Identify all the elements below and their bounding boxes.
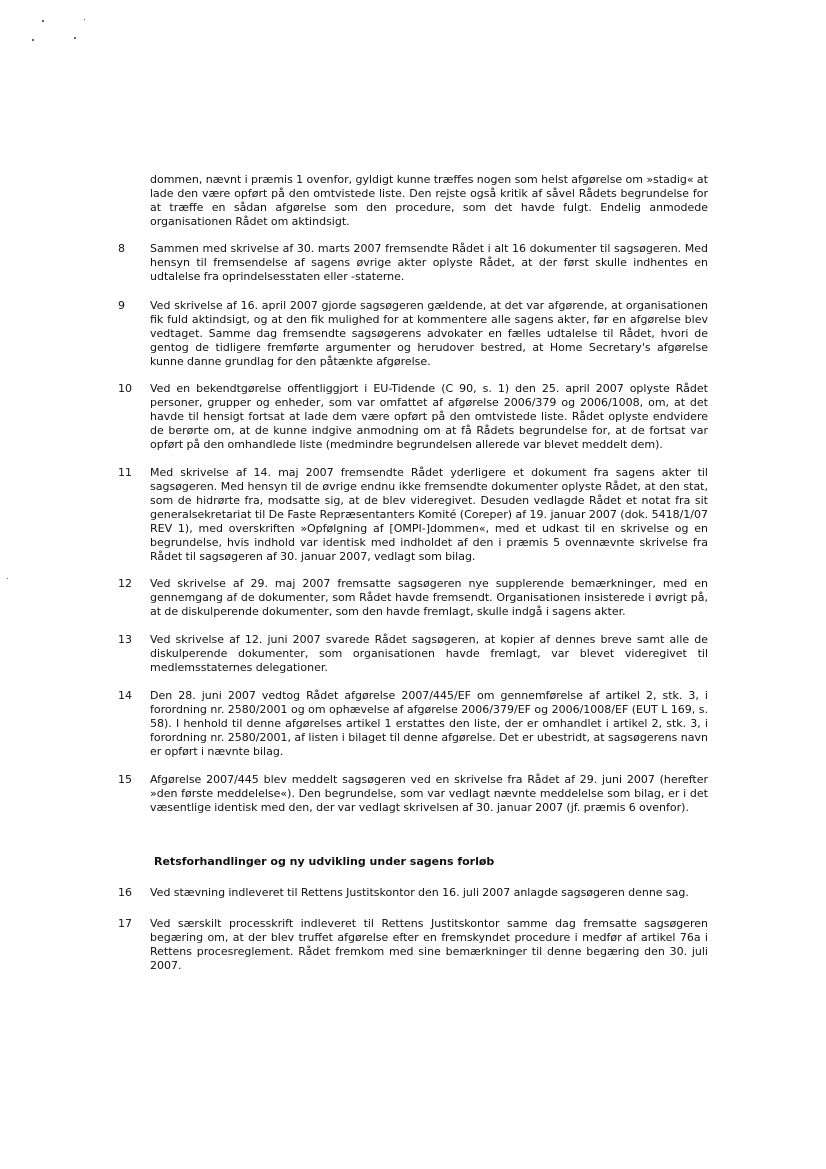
paragraph-14	[118, 689, 708, 759]
scan-speck	[84, 19, 85, 20]
scan-speck	[74, 37, 76, 39]
paragraph-11	[118, 466, 708, 564]
paragraph-number: 13	[118, 633, 132, 646]
paragraph-16	[118, 886, 708, 900]
paragraph-number: 14	[118, 689, 132, 702]
scan-speck	[32, 39, 34, 41]
section-heading: Retsforhandlinger og ny udvikling under sagens forløb	[154, 855, 495, 868]
paragraph-17	[118, 917, 708, 973]
paragraph-text: Afgørelse 2007/445 blev meddelt sagsøgeren ved en skrivelse fra Rådet af 29. juni 2007 (herefter »den første meddelelse«). Den begrundelse, som var vedlagt nævnte meddelelse som bilag, er i det væsentlige identisk med den, der var vedlagt skrivelsen af 30. januar 2007 (jf. præmis 6 ovenfor).	[150, 773, 708, 814]
paragraph-text: Ved skrivelse af 12. juni 2007 svarede Rådet sagsøgeren, at kopier af dennes breve samt alle de diskulperende dokumenter, som organisationen havde fremlagt, var blevet videregivet til medlemsstaternes delegationer.	[150, 633, 708, 674]
scan-speck	[42, 20, 44, 22]
paragraph-text: Ved stævning indleveret til Rettens Justitskontor den 16. juli 2007 anlagde sagsøgeren denne sag.	[150, 886, 689, 899]
paragraph-text: Sammen med skrivelse af 30. marts 2007 fremsendte Rådet i alt 16 dokumenter til sagsøgeren. Med hensyn til fremsendelse af sagens øvrige akter oplyste Rådet, at der først skulle indhentes en udtalelse fra oprindelsesstaten eller -staterne.	[150, 242, 708, 283]
paragraph-12	[118, 577, 708, 619]
paragraph-13	[118, 633, 708, 675]
paragraph-continuation	[118, 173, 708, 229]
paragraph-text: Med skrivelse af 14. maj 2007 fremsendte Rådet yderligere et dokument fra sagens akter til sagsøgeren. Med hensyn til de øvrige endnu ikke fremsendte dokumenter oplyste Rådet, at den stat, som de hidrørte fra, modsatte sig, at de blev videregivet. Desuden vedlagde Rådet et notat fra sit generalsekretariat til De Faste Repræsentanters Komité (Coreper) af 19. januar 2007 (dok. 5418/1/07 REV 1), med overskriften »Opfølgning af [OMPI-]dommen«, med et udkast til en skrivelse og en begrundelse, hvis indhold var identisk med indholdet af den i præmis 5 ovennævnte skrivelse fra Rådet til sagsøgeren af 30. januar 2007, vedlagt som bilag.	[150, 466, 708, 563]
paragraph-text: Ved særskilt processkrift indleveret til Rettens Justitskontor samme dag fremsatte sagsøgeren begæring om, at der blev truffet afgørelse efter en fremskyndet procedure i medfør af artikel 76a i Rettens procesreglement. Rådet fremkom med sine bemærkninger til denne begæring den 30. juli 2007.	[150, 917, 708, 972]
paragraph-8	[118, 242, 708, 284]
paragraph-text: dommen, nævnt i præmis 1 ovenfor, gyldigt kunne træffes nogen som helst afgørelse om »stadig« at lade den være opført på den omtvistede liste. Den rejste også kritik af såvel Rådets begrundelse for at træffe en sådan afgørelse som den procedure, som det havde fulgt. Endelig anmodede organisationen Rådet om aktindsigt.	[150, 173, 708, 228]
paragraph-text: Ved skrivelse af 29. maj 2007 fremsatte sagsøgeren nye supplerende bemærkninger, med en gennemgang af de dokumenter, som Rådet havde fremsendt. Organisationen insisterede i øvrigt på, at de diskulperende dokumenter, som den havde fremlagt, skulle indgå i sagens akter.	[150, 577, 708, 618]
paragraph-number: 17	[118, 917, 132, 930]
paragraph-text: Den 28. juni 2007 vedtog Rådet afgørelse 2007/445/EF om gennemførelse af artikel 2, stk. 3, i forordning nr. 2580/2001 og om ophævelse af afgørelse 2006/379/EF og 2006/1008/EF (EUT L 169, s. 58). I henhold til denne afgørelses artikel 1 erstattes den liste, der er omhandlet i artikel 2, stk. 3, i forordning nr. 2580/2001, af listen i bilaget til denne afgørelse. Det er ubestridt, at sagsøgerens navn er opført i nævnte bilag.	[150, 689, 708, 758]
paragraph-number: 15	[118, 773, 132, 786]
paragraph-10	[118, 382, 708, 452]
paragraph-number: 11	[118, 466, 132, 479]
paragraph-15	[118, 773, 708, 815]
paragraph-number: 9	[118, 299, 125, 312]
paragraph-number: 8	[118, 242, 125, 255]
paragraph-9	[118, 299, 708, 369]
paragraph-text: Ved en bekendtgørelse offentliggjort i EU-Tidende (C 90, s. 1) den 25. april 2007 oplyste Rådet personer, grupper og enheder, som var omfattet af afgørelse 2006/379 og 2006/1008, om, at det havde til hensigt fortsat at lade dem være opført på den omtvistede liste. Rådet oplyste endvidere de berørte om, at de kunne indgive anmodning om at få Rådets begrundelse for, at de fortsat var opført på den omhandlede liste (medmindre begrundelsen allerede var blevet meddelt dem).	[150, 382, 708, 451]
paragraph-text: Ved skrivelse af 16. april 2007 gjorde sagsøgeren gældende, at det var afgørende, at organisationen fik fuld aktindsigt, og at den fik mulighed for at kommentere alle sagens akter, før en afgørelse blev vedtaget. Samme dag fremsendte sagsøgerens advokater en fælles udtalelse til Rådet, hvori de gentog de tidligere fremførte argumenter og herudover bestred, at Home Secretary's afgørelse kunne danne grundlag for den påtænkte afgørelse.	[150, 299, 708, 368]
paragraph-number: 10	[118, 382, 132, 395]
paragraph-number: 16	[118, 886, 132, 899]
paragraph-number: 12	[118, 577, 132, 590]
scan-speck	[7, 578, 8, 579]
